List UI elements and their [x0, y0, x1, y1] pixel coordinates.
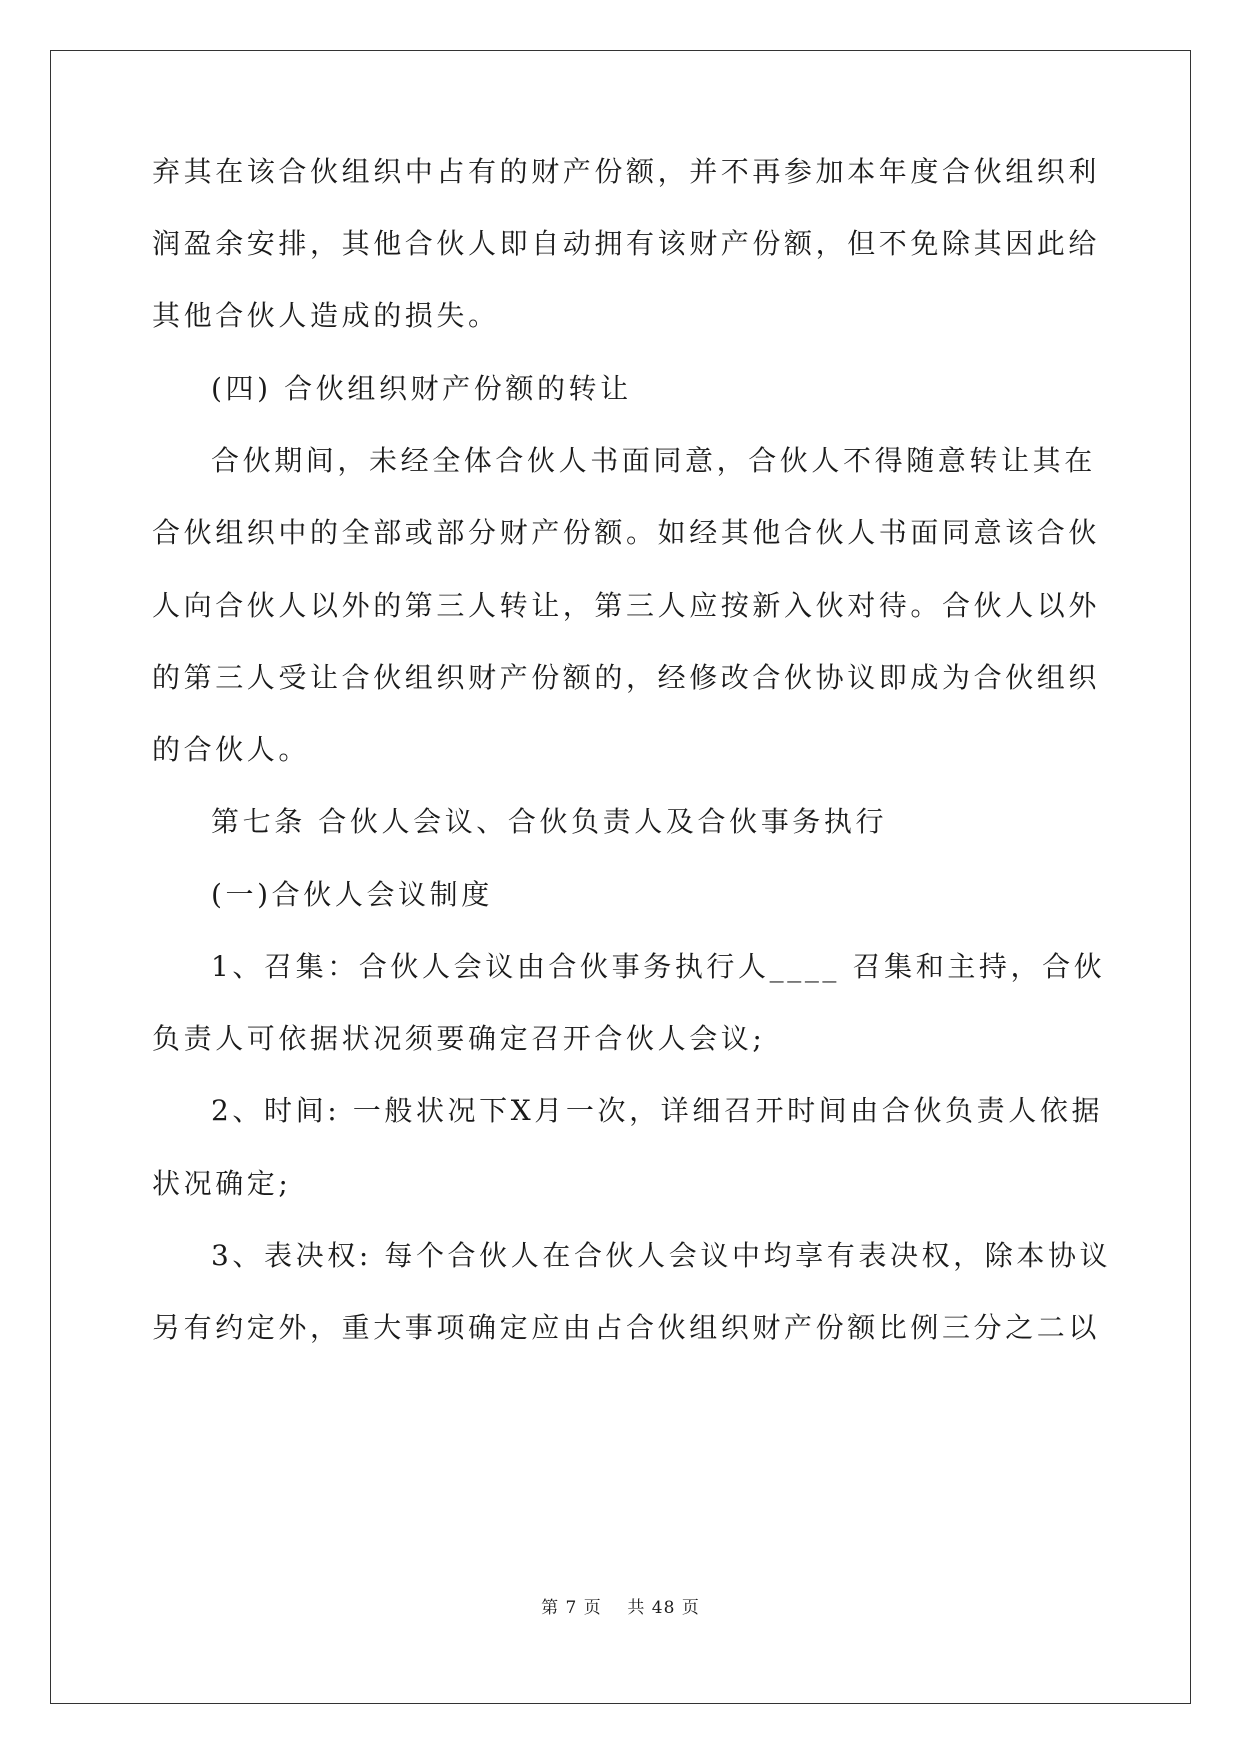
text-line: 人向合伙人以外的第三人转让，第三人应按新入伙对待。合伙人以外: [152, 589, 1101, 622]
text-line: 负责人可依据状况须要确定召开合伙人会议;: [152, 1022, 766, 1055]
article-heading: 第七条 合伙人会议、合伙负责人及合伙事务执行: [211, 805, 888, 838]
text-line: 另有约定外，重大事项确定应由占合伙组织财产份额比例三分之二以: [152, 1311, 1101, 1344]
text-line: 弃其在该合伙组织中占有的财产份额，并不再参加本年度合伙组织利: [152, 155, 1101, 188]
text-line: 的第三人受让合伙组织财产份额的，经修改合伙协议即成为合伙组织: [152, 661, 1101, 694]
section-heading: (四) 合伙组织财产份额的转让: [211, 372, 632, 405]
page-number: 第 7 页 共 48 页: [541, 1598, 700, 1618]
text-line: 合伙组织中的全部或部分财产份额。如经其他合伙人书面同意该合伙: [152, 516, 1101, 549]
section-heading: (一)合伙人会议制度: [211, 878, 493, 911]
text-line: 其他合伙人造成的损失。: [152, 299, 500, 332]
text-line: 2、时间: 一般状况下X月一次，详细召开时间由合伙负责人依据: [211, 1094, 1104, 1127]
text-line: 状况确定;: [152, 1167, 292, 1200]
text-line: 1、召集：合伙人会议由合伙事务执行人____ 召集和主持，合伙: [211, 950, 1106, 983]
text-line: 润盈余安排，其他合伙人即自动拥有该财产份额，但不免除其因此给: [152, 227, 1101, 260]
text-line: 合伙期间，未经全体合伙人书面同意，合伙人不得随意转让其在: [211, 444, 1096, 477]
text-line: 的合伙人。: [152, 733, 311, 766]
text-line: 3、表决权: 每个合伙人在合伙人会议中均享有表决权，除本协议: [211, 1239, 1112, 1272]
